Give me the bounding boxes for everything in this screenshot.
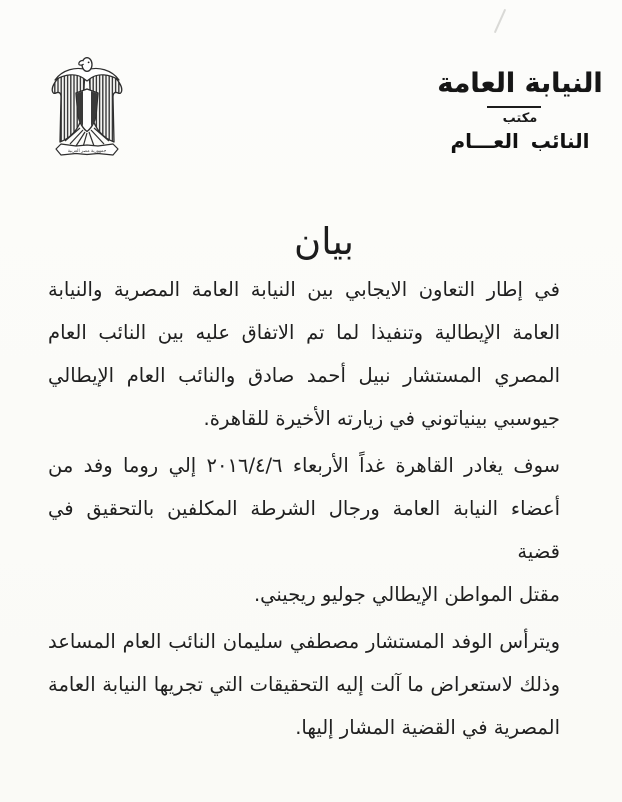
- office-label: مكتب: [502, 111, 538, 127]
- text-line: وذلك لاستعراض ما آلت إليه التحقيقات التي تجريها النيابة العامة: [48, 673, 560, 696]
- calligraphy-underline: [487, 106, 541, 108]
- paragraph: [48, 620, 560, 749]
- text-line: المصري المستشار نبيل أحمد صادق والنائب العام الإيطالي: [48, 364, 560, 387]
- text-line: العامة الإيطالية وتنفيذا لما تم الاتفاق عليه بين النائب العام: [48, 321, 560, 344]
- letterhead: [430, 56, 610, 153]
- paragraph: [48, 444, 560, 616]
- eagle-of-saladin-icon: [50, 56, 124, 156]
- org-name-calligraphy: النيابة العامة: [437, 68, 603, 99]
- emblem-banner-text: جمهورية مصر العربية: [67, 148, 107, 154]
- text-line: جيوسبي بينياتوني في زيارته الأخيرة للقاهرة.: [203, 407, 560, 430]
- text-line: ويترأس الوفد المستشار مصطفي سليمان النائب العام المساعد: [48, 630, 560, 653]
- text-line: أعضاء النيابة العامة ورجال الشرطة المكلفين بالتحقيق في قضية: [48, 497, 560, 563]
- text-line: سوف يغادر القاهرة غداً الأربعاء ٢٠١٦/٤/٦ إلي روما وفد من: [48, 454, 561, 477]
- attorney-general-label: النائب العـــام: [450, 129, 590, 154]
- text-line: مقتل المواطن الإيطالي جوليو ريجيني.: [253, 583, 560, 606]
- statement-body: [48, 268, 560, 749]
- egypt-eagle-emblem-icon: [50, 56, 124, 156]
- paragraph: [48, 268, 560, 440]
- text-line: المصرية في القضية المشار إليها.: [295, 716, 560, 739]
- scan-artifact-mark: [494, 9, 506, 34]
- text-line: في إطار التعاون الايجابي بين النيابة العامة المصرية والنيابة: [48, 278, 560, 301]
- page-title: بيان: [294, 220, 354, 263]
